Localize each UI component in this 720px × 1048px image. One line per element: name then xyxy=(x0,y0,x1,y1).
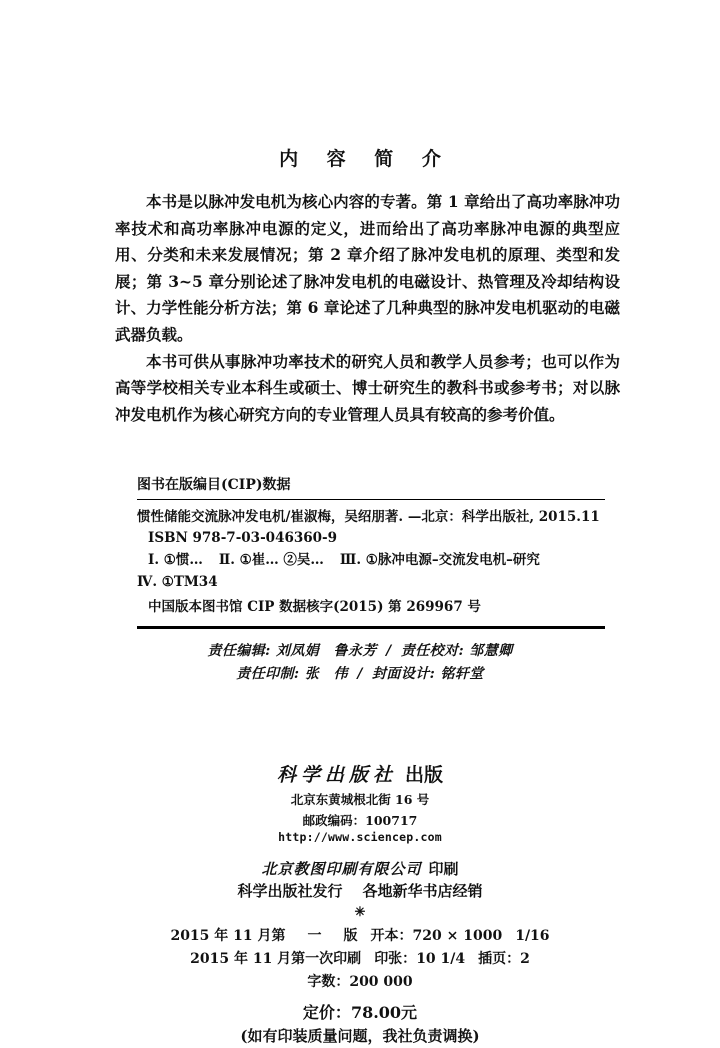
summary-paragraph-2: 本书可供从事脉冲功率技术的研究人员和教学人员参考；也可以作为高等学校相关专业本科生或硕士、博士研究生的教科书或参考书；对以脉冲发电机作为核心研究方向的专业管理人员具有较高的参考价值。 xyxy=(115,351,620,424)
words-value: 200 000 xyxy=(349,974,413,991)
cover-designer-label: 封面设计: xyxy=(372,666,436,683)
specs-line-edition xyxy=(0,925,720,948)
cip-title-line: 惯性储能交流脉冲发电机/崔淑梅，吴绍朋著. —北京：科学出版社, 2015.11 xyxy=(137,509,600,526)
price-value: 78.00 xyxy=(350,1003,402,1023)
printing-name: 张 伟 xyxy=(304,666,348,683)
proofreader-name: 邹慧卿 xyxy=(469,643,513,660)
format-value: 720 × 1000 xyxy=(412,928,503,945)
price-label: 定价： xyxy=(302,1003,351,1023)
words-label: 字数： xyxy=(307,974,350,991)
cip-rule-top xyxy=(137,499,605,500)
imprint-block xyxy=(0,760,720,922)
publisher-url: http://www.sciencep.com xyxy=(278,830,442,845)
publisher-verb: 出版 xyxy=(405,764,444,787)
editor-names: 刘凤娟 鲁永芳 xyxy=(275,643,377,660)
specs-block xyxy=(0,925,720,994)
sheets-label: 印张： xyxy=(374,951,417,968)
credits-line-printing xyxy=(0,663,720,686)
cip-classification xyxy=(137,549,605,571)
edition-word: 版 xyxy=(343,928,358,945)
summary-body xyxy=(115,189,620,428)
publisher-postcode: 邮政编码：100717 xyxy=(302,813,418,829)
printer-name: 北京教图印刷有限公司 xyxy=(261,860,422,879)
edition-date: 2015 年 11 月第 xyxy=(170,928,286,945)
publisher-address: 北京东黄城根北街 16 号 xyxy=(290,792,430,808)
star-separator-icon: ✳ xyxy=(354,905,366,921)
cip-rule-bottom xyxy=(137,626,605,629)
retailer: 各地新华书店经销 xyxy=(362,882,483,901)
format-label: 开本： xyxy=(370,928,413,945)
distribution-line xyxy=(0,879,720,903)
proofreader-label: 责任校对: xyxy=(400,643,465,660)
edition-number: 一 xyxy=(307,928,322,945)
cip-class-2: Ⅱ. ①崔… ②吴… xyxy=(218,552,324,569)
publisher-line xyxy=(0,760,720,787)
inserts-value: 2 xyxy=(520,951,530,968)
editor-label: 责任编辑: xyxy=(207,643,271,660)
cip-class-1: Ⅰ. ①惯… xyxy=(148,552,203,569)
quality-notice: (如有印装质量问题，我社负责调换) xyxy=(240,1027,480,1046)
printer-line xyxy=(0,858,720,879)
format-fraction: 1/16 xyxy=(515,928,550,945)
specs-line-words xyxy=(0,971,720,994)
summary-paragraph-1: 本书是以脉冲发电机为核心内容的专著。第 1 章给出了高功率脉冲功率技术和高功率脉冲电源的定义，进而给出了高功率脉冲电源的典型应用、分类和未来发展情况；第 2 章介绍了脉冲发电机的原理、类型和发展；第 3~5 章分别论述了脉冲发电机的电磁设计、热管理及冷却结构设计、力学性能分析方法；第 6 章论述了几种典型的脉冲发电机驱动的电磁武器负载。 xyxy=(115,192,620,344)
sheets-value: 10 1/4 xyxy=(416,951,466,968)
credits-line-editor xyxy=(0,640,720,663)
credits-block xyxy=(0,640,720,686)
cip-heading: 图书在版编目(CIP)数据 xyxy=(137,477,291,494)
price-unit: 元 xyxy=(401,1003,418,1023)
price-line xyxy=(0,1000,720,1025)
cover-designer-name: 铭轩堂 xyxy=(440,666,484,683)
inserts-label: 插页： xyxy=(478,951,521,968)
distributor: 科学出版社发行 xyxy=(237,882,343,901)
printer-verb: 印刷 xyxy=(428,860,459,879)
print-date: 2015 年 11 月第一次印刷 xyxy=(190,951,362,968)
cip-number: 中国版本图书馆 CIP 数据核字(2015) 第 269967 号 xyxy=(148,599,481,616)
printing-label: 责任印制: xyxy=(236,666,300,683)
publisher-name: 科学出版社 xyxy=(276,764,397,787)
cip-class-3: Ⅲ. ①脉冲电源–交流发电机–研究 xyxy=(339,552,540,569)
cip-block xyxy=(137,474,605,629)
cip-class-4: Ⅳ. ①TM34 xyxy=(137,574,218,591)
credits-separator-1: / xyxy=(386,643,392,660)
cip-isbn: ISBN 978-7-03-046360-9 xyxy=(148,530,338,547)
credits-separator-2: / xyxy=(357,666,363,683)
specs-line-printing xyxy=(0,948,720,971)
page-title: 内 容 简 介 xyxy=(279,148,452,170)
